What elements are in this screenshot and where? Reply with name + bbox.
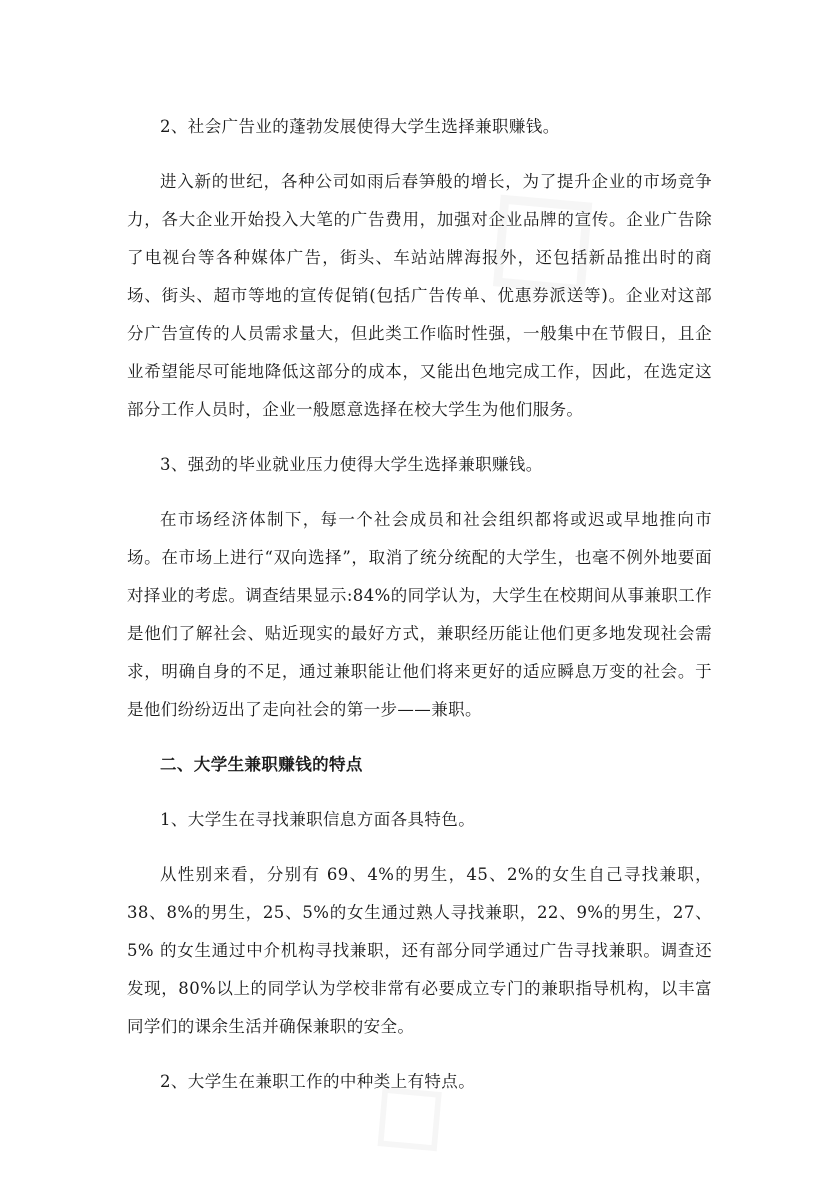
document-body bbox=[127, 108, 712, 1101]
paragraph-advertising: 进入新的世纪，各种公司如雨后春笋般的增长，为了提升企业的市场竞争力，各大企业开始投入大笔的广告费用，加强对企业品牌的宣传。企业广告除了电视台等各种媒体广告，街头、车站站牌海报外，还包括新品推出时的商场、街头、超市等地的宣传促销(包括广告传单、优惠券派送等)。企业对这部分广告宣传的人员需求量大，但此类工作临时性强，一般集中在节假日，且企业希望能尽可能地降低这部分的成本，又能出色地完成工作，因此，在选定这部分工作人员时，企业一般愿意选择在校大学生为他们服务。 bbox=[127, 172, 712, 419]
subheading-finding-jobs: 1、大学生在寻找兼职信息方面各具特色。 bbox=[160, 810, 476, 829]
subheading-employment-pressure: 3、强劲的毕业就业压力使得大学生选择兼职赚钱。 bbox=[160, 455, 543, 474]
subheading-advertising: 2、社会广告业的蓬勃发展使得大学生选择兼职赚钱。 bbox=[160, 117, 560, 136]
section-heading-characteristics: 二、大学生兼职赚钱的特点 bbox=[160, 755, 363, 774]
paragraph-gender-statistics: 从性别来看，分别有 69、4%的男生，45、2%的女生自己寻找兼职，38、8%的男生，25、5%的女生通过熟人寻找兼职，22、9%的男生，27、5% 的女生通过中介机构寻找兼职，还有部分同学通过广告寻找兼职。调查还发现，80%以上的同学认为学校非常有必要成立专门的兼职指导机构，以丰富同学们的课余生活并确保兼职的安全。 bbox=[127, 865, 712, 1036]
paragraph-market-economy: 在市场经济体制下，每一个社会成员和社会组织都将或迟或早地推向市场。在市场上进行“双向选择”，取消了统分统配的大学生，也毫不例外地要面对择业的考虑。调查结果显示:84%的同学认为，大学生在校期间从事兼职工作是他们了解社会、贴近现实的最好方式，兼职经历能让他们更多地发现社会需求，明确自身的不足，通过兼职能让他们将来更好的适应瞬息万变的社会。于是他们纷纷迈出了走向社会的第一步——兼职。 bbox=[127, 510, 712, 719]
subheading-job-types: 2、大学生在兼职工作的中种类上有特点。 bbox=[160, 1072, 476, 1091]
